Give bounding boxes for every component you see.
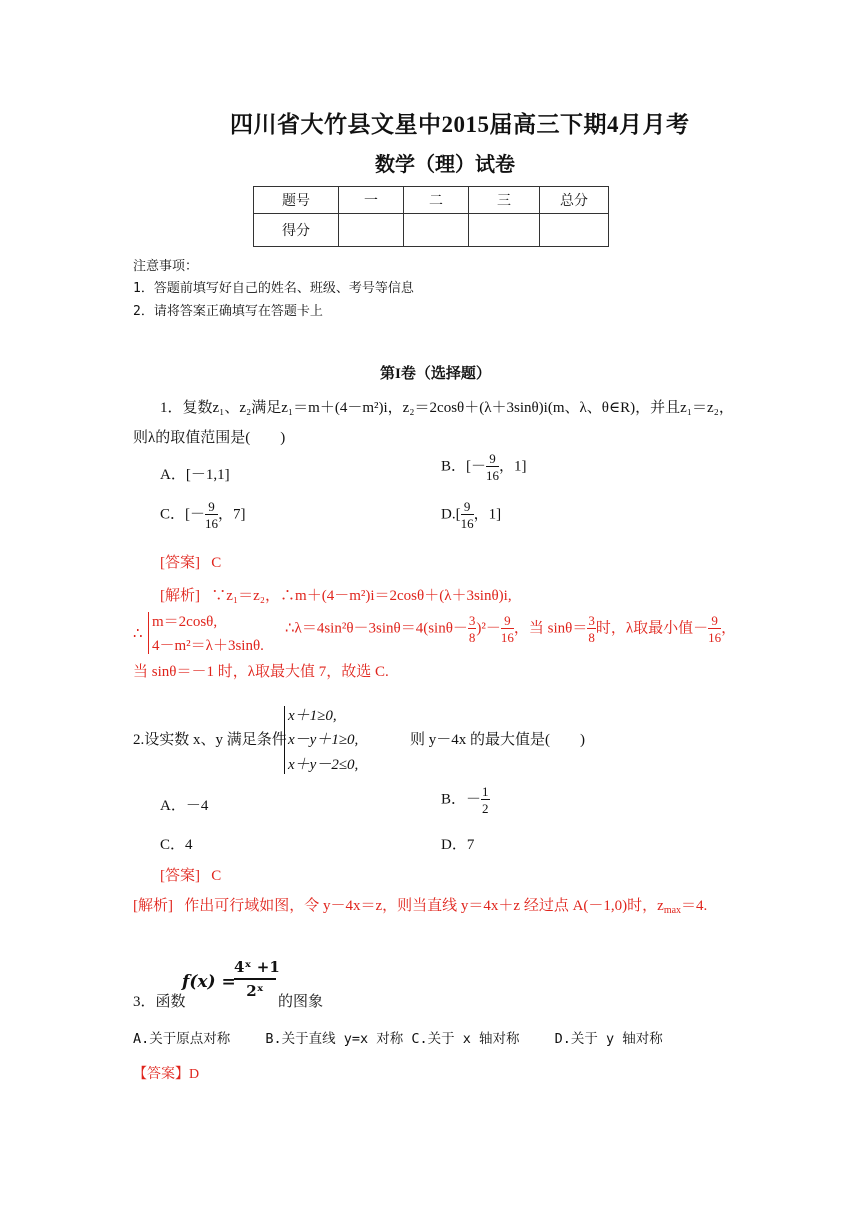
q2-answer (160, 864, 221, 885)
question-3-stem: 3．函数 (133, 994, 186, 1010)
condition-line: x＋y－2≤0, (288, 757, 359, 773)
q1-analysis-line3: 当 sinθ＝－1 时，λ取最大值 7，故选 C. (133, 664, 389, 680)
q1-answer (160, 551, 221, 572)
answer-value: C (211, 868, 222, 884)
table-cell: 二 (404, 187, 469, 214)
q1-option-c (160, 500, 246, 530)
table-cell (469, 214, 540, 247)
page-subtitle: 数学（理）试卷 (375, 154, 515, 176)
table-cell: 得分 (254, 214, 339, 247)
fraction-denominator: 2 (482, 801, 489, 816)
condition-system (284, 704, 394, 776)
fraction-denominator: 8 (468, 630, 476, 645)
option-text: ，1] (499, 458, 527, 475)
q2-option-b (441, 785, 490, 815)
notes-item: 1．答题前填写好自己的姓名、班级、考号等信息 (133, 281, 414, 296)
analysis-text: 时，λ取最小值－ (595, 620, 709, 637)
analysis-text: 作出可行域如图，令 y－4x＝z，则当直线 y＝4x＋z 经过点 A(－1,0)时，z (184, 898, 664, 914)
table-row (254, 214, 609, 247)
fraction-denominator: 16 (460, 516, 474, 531)
analysis-text: ∴λ＝4sin²θ－3sinθ＝4(sinθ－ (285, 620, 468, 637)
fraction-numerator: 9 (461, 500, 474, 515)
option-text: ，1] (473, 506, 502, 523)
analysis-text: ＝4. (681, 898, 708, 914)
score-table (253, 186, 609, 247)
question-2-stem: 2.设实数 x、y 满足条件 (133, 732, 287, 748)
table-cell (339, 214, 404, 247)
table-cell: 题号 (254, 187, 339, 214)
analysis-text: ，当 sinθ＝ (513, 620, 588, 637)
equation-system (148, 610, 268, 656)
q2-option-d: D．7 (441, 837, 475, 853)
question-2-stem-cont: 则 y－4x 的最大值是( ) (410, 732, 585, 748)
answer-value: C (211, 555, 222, 571)
equation-line: 4－m²＝λ＋3sinθ. (152, 638, 264, 654)
table-cell: 三 (469, 187, 540, 214)
fraction-denominator: 16 (205, 516, 219, 531)
q1-option-b (441, 452, 527, 482)
fraction-numerator: 3 (468, 613, 476, 628)
fraction-denominator: 16 (500, 630, 514, 645)
q1-option-d (441, 500, 501, 530)
fraction-numerator: 9 (486, 452, 499, 467)
fraction-numerator: 9 (708, 614, 721, 629)
brace (148, 612, 149, 654)
table-cell (540, 214, 609, 247)
fraction-numerator: 9 (501, 614, 514, 629)
formula-denominator: 2ˣ (246, 982, 264, 1000)
fraction-denominator: 16 (708, 630, 722, 645)
q2-option-c: C．4 (160, 837, 193, 853)
notes-heading: 注意事项： (133, 259, 199, 274)
q1-option-a: A．[－1,1] (160, 467, 230, 483)
question-1-stem: 1．复数z₁、z₂满足z₁＝m＋(4－m²)i，z₂＝2cosθ＋(λ＋3sinθ)i(m、λ、θ∈R)，并且z₁＝z₂， (160, 400, 734, 416)
formula-lhs: f(x) = (182, 972, 236, 992)
table-cell: 总分 (540, 187, 609, 214)
page-title: 四川省大竹县文星中2015届高三下期4月月考 (230, 112, 690, 137)
notes-item: 2．请将答案正确填写在答题卡上 (133, 304, 323, 319)
therefore-symbol: ∴ (133, 626, 143, 642)
fraction-denominator: 16 (486, 468, 500, 483)
section-title: 第I卷（选择题） (380, 366, 491, 382)
table-row (254, 187, 609, 214)
fraction-numerator: 3 (588, 613, 595, 628)
fraction-numerator: 1 (482, 784, 489, 799)
analysis-text: ∵z₁＝z₂，∴m＋(4－m²)i＝2cosθ＋(λ＋3sinθ)i, (211, 588, 512, 604)
q1-analysis (160, 584, 512, 605)
condition-line: x＋1≥0, (288, 708, 337, 724)
brace (284, 706, 285, 774)
analysis-text: ， (721, 620, 737, 637)
analysis-label: [解析] (133, 898, 173, 914)
table-cell: 一 (339, 187, 404, 214)
condition-line: x－y＋1≥0, (288, 732, 359, 748)
option-text: D.[ (441, 506, 461, 523)
answer-label: [答案] (160, 555, 200, 571)
fraction-numerator: 9 (205, 500, 218, 515)
analysis-label: [解析] (160, 588, 200, 604)
q3-options: A.关于原点对称 B.关于直线 y=x 对称 C.关于 x 轴对称 D.关于 y 轴对称 (133, 1031, 663, 1047)
answer-label: [答案] (160, 868, 200, 884)
q2-analysis (133, 894, 707, 916)
formula-numerator: 4ˣ +1 (234, 958, 276, 980)
option-text: ，7] (218, 506, 246, 523)
equation-line: m＝2cosθ, (152, 614, 218, 630)
q3-answer: 【答案】D (133, 1067, 200, 1082)
option-text: C．[－ (160, 506, 206, 523)
analysis-text: )²－ (476, 620, 501, 637)
question-3-stem-cont: 的图象 (278, 994, 324, 1010)
q2-option-a: A．－4 (160, 798, 209, 814)
option-text: B．－ (441, 791, 482, 808)
option-text: B．[－ (441, 458, 487, 475)
subscript: max (663, 905, 682, 916)
question-1-stem-cont: 则λ的取值范围是( ) (133, 430, 286, 446)
fraction-denominator: 8 (588, 630, 595, 645)
table-cell (404, 214, 469, 247)
q1-analysis-line2 (285, 614, 736, 644)
